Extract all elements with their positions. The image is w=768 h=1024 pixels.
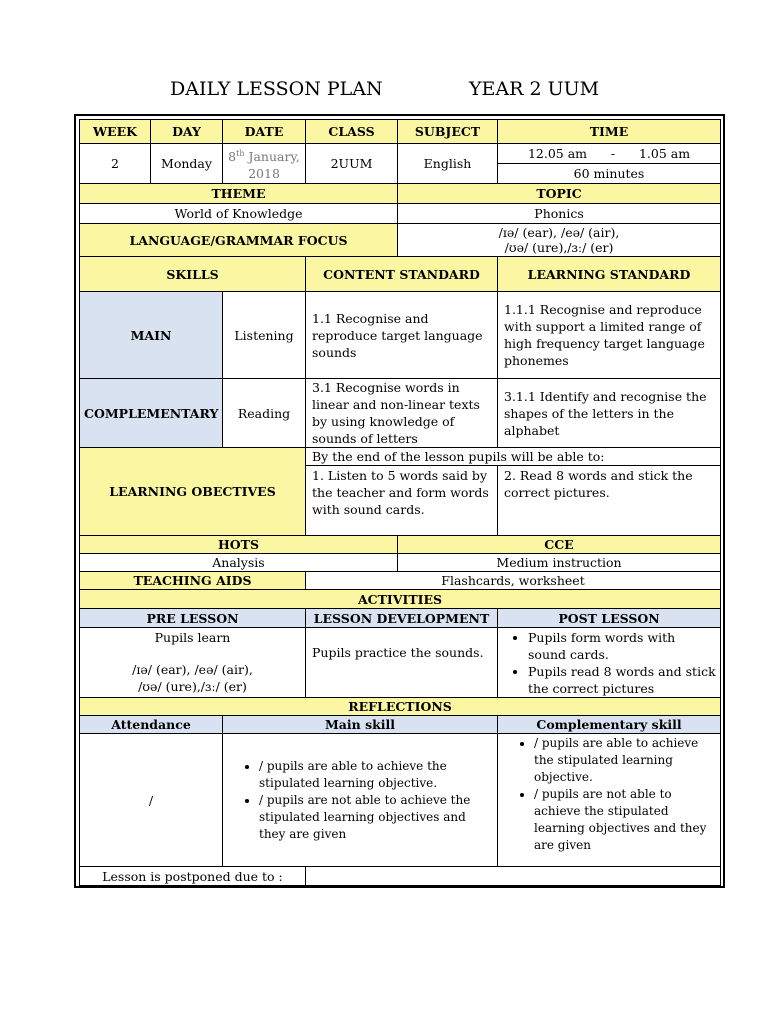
title-daily-lesson-plan: DAILY LESSON PLAN: [170, 78, 383, 100]
complementary-content-standard: 3.1 Recognise words in linear and non-linear texts by using knowledge of sounds of letters: [306, 379, 498, 448]
cce-label: CCE: [398, 536, 721, 554]
complementary-skill-label: COMPLEMENTARY: [80, 379, 223, 448]
main-skill-reflection-label: Main skill: [223, 716, 498, 734]
pre-lesson-content: [80, 628, 306, 698]
attendance-value: /: [80, 734, 223, 867]
main-reflection-item: • / pupils are not able to achieve the stipulated learning objectives and they are given: [259, 792, 493, 843]
value-class: 2UUM: [306, 144, 398, 184]
lesson-development-label: LESSON DEVELOPMENT: [306, 609, 498, 628]
pre-lesson-line-1: Pupils learn: [154, 630, 231, 645]
learning-objectives-intro: By the end of the lesson pupils will be able to:: [306, 448, 721, 466]
grammar-line-1: /ɪə/ (ear), /eə/ (air),: [498, 225, 620, 240]
lesson-plan-table: [79, 119, 721, 886]
value-week: 2: [80, 144, 151, 184]
post-lesson-item: • Pupils read 8 words and stick the correct pictures: [528, 663, 716, 697]
header-date: DATE: [223, 120, 306, 144]
grammar-focus-value: [398, 224, 721, 257]
hots-value: Analysis: [80, 554, 398, 572]
learning-objective-1: 1. Listen to 5 words said by the teacher and form words with sound cards.: [306, 466, 498, 536]
document-title: [0, 78, 768, 106]
grammar-focus-label: LANGUAGE/GRAMMAR FOCUS: [80, 224, 398, 257]
learning-objective-2: 2. Read 8 words and stick the correct pictures.: [498, 466, 721, 536]
complementary-skill-reflection: [498, 734, 721, 867]
postponed-label: Lesson is postponed due to :: [80, 867, 306, 886]
main-skill-reflection: [223, 734, 498, 867]
header-day: DAY: [151, 120, 223, 144]
title-class-year: YEAR 2 UUM: [469, 78, 600, 100]
main-skill-type: Listening: [223, 292, 306, 379]
reflections-label: REFLECTIONS: [80, 698, 721, 716]
date-day: 8: [228, 149, 237, 165]
learning-objectives-label: LEARNING OBECTIVES: [80, 448, 306, 536]
time-separator: -: [610, 146, 616, 161]
value-duration: 60 minutes: [498, 164, 721, 184]
grammar-line-2: /ʊə/ (ure),/ɜː/ (er): [504, 240, 614, 255]
post-lesson-content: [498, 628, 721, 698]
complementary-learning-standard: 3.1.1 Identify and recognise the shapes of the letters in the alphabet: [498, 379, 721, 448]
post-lesson-label: POST LESSON: [498, 609, 721, 628]
date-suffix: th: [236, 148, 245, 158]
topic-value: Phonics: [398, 204, 721, 224]
attendance-label: Attendance: [80, 716, 223, 734]
header-week: WEEK: [80, 120, 151, 144]
pre-lesson-line-2: /ɪə/ (ear), /eə/ (air),: [132, 662, 253, 677]
main-reflection-item: • / pupils are able to achieve the stipulated learning objective.: [259, 758, 493, 792]
hots-label: HOTS: [80, 536, 398, 554]
date-month: January,: [244, 149, 300, 165]
value-date: [223, 144, 306, 184]
complementary-reflection-item: • / pupils are not able to achieve the stipulated learning objectives and they are given: [534, 786, 716, 854]
teaching-aids-value: Flashcards, worksheet: [306, 572, 721, 590]
teaching-aids-label: TEACHING AIDS: [80, 572, 306, 590]
value-subject: English: [398, 144, 498, 184]
postponed-value[interactable]: [306, 867, 721, 886]
time-start: 12.05 am: [527, 146, 588, 161]
theme-value: World of Knowledge: [80, 204, 398, 224]
post-lesson-item: • Pupils form words with sound cards.: [528, 629, 716, 663]
content-standard-header: CONTENT STANDARD: [306, 257, 498, 292]
lesson-development-content: Pupils practice the sounds.: [306, 628, 498, 698]
header-class: CLASS: [306, 120, 398, 144]
main-skill-label: MAIN: [80, 292, 223, 379]
main-content-standard: 1.1 Recognise and reproduce target language sounds: [306, 292, 498, 379]
activities-label: ACTIVITIES: [80, 590, 721, 609]
header-time: TIME: [498, 120, 721, 144]
main-learning-standard: 1.1.1 Recognise and reproduce with support a limited range of high frequency target language phonemes: [498, 292, 721, 379]
learning-standard-header: LEARNING STANDARD: [498, 257, 721, 292]
pre-lesson-line-3: /ʊə/ (ure),/ɜː/ (er): [138, 679, 247, 694]
date-year: 2018: [248, 166, 280, 182]
topic-label: TOPIC: [398, 184, 721, 204]
theme-label: THEME: [80, 184, 398, 204]
value-time: [498, 144, 721, 164]
complementary-reflection-item: • / pupils are able to achieve the stipulated learning objective.: [534, 735, 716, 786]
cce-value: Medium instruction: [398, 554, 721, 572]
time-end: 1.05 am: [638, 146, 691, 161]
complementary-skill-reflection-label: Complementary skill: [498, 716, 721, 734]
complementary-skill-type: Reading: [223, 379, 306, 448]
pre-lesson-label: PRE LESSON: [80, 609, 306, 628]
value-day: Monday: [151, 144, 223, 184]
header-subject: SUBJECT: [398, 120, 498, 144]
skills-header: SKILLS: [80, 257, 306, 292]
